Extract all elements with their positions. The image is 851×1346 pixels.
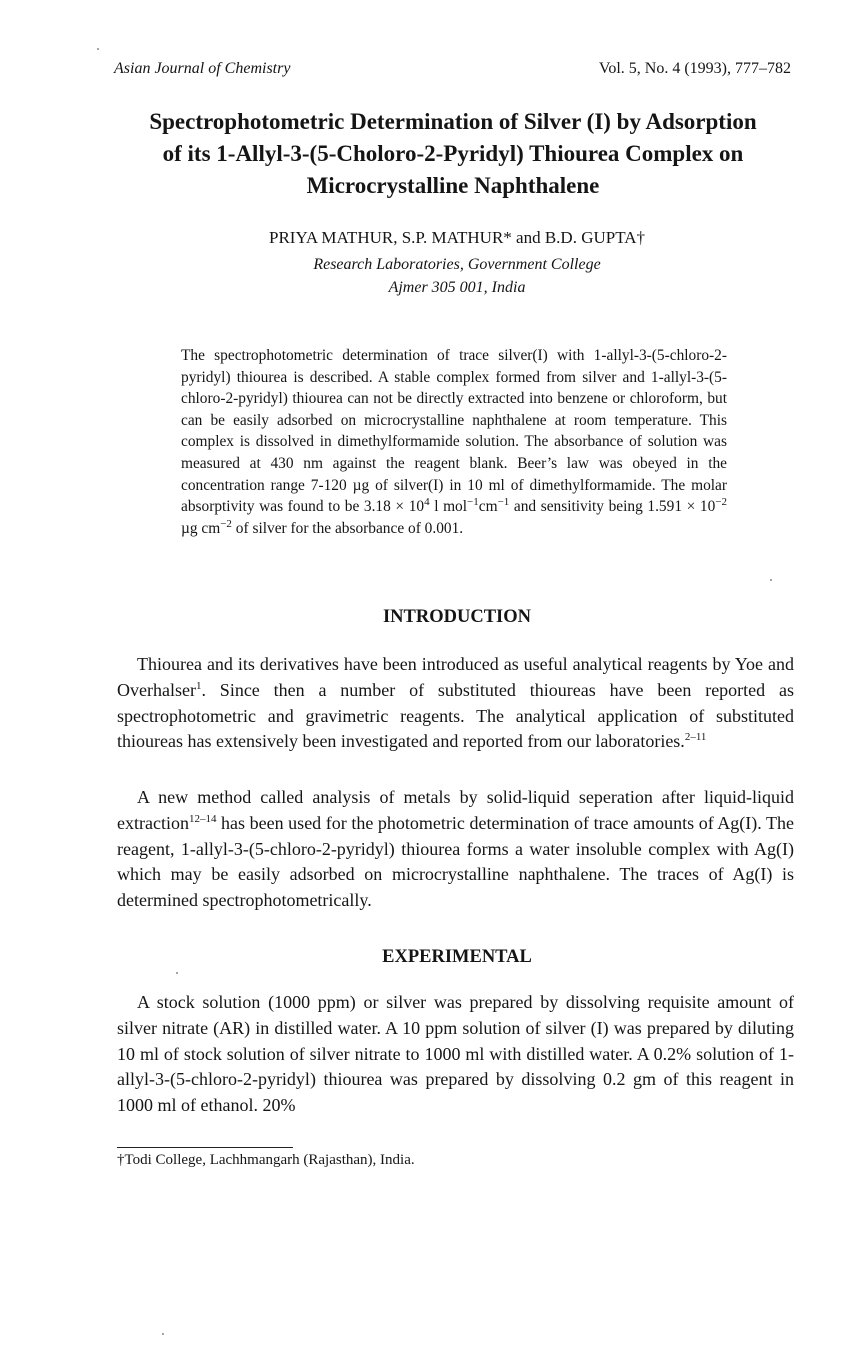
abstract-text: The spectrophotometric determination of trace silver(I) with 1-allyl-3-(5-chloro-2-pyridyl) thiourea is described. A stable complex formed from silver and 1-allyl-3-(5-chloro-2-pyridyl) thiourea can not be directly extracted into benzene or chloroform, but can be easily adsorbed on microcrystalline naphthalene at room temperature. This complex is dissolved in dimethylformamide solution. The absorbance of solution was measured at 430 nm against the reagent blank. Beer’s law was obeyed in the concentration range 7-120 µg of silver(I) in 10 ml of dimethylformamide. The molar absorptivity was found to be 3.18 × 10 <box>181 347 727 516</box>
abstract-text: of silver for the absorbance of 0.001. <box>231 519 464 537</box>
paragraph-text: has been used for the photometric determination of trace amounts of Ag(I). The reagent, 1-allyl-3-(5-chloro-2-pyridyl) thiourea forms a water insoluble complex with Ag(I) which may be easily adsorbed on microcrystalline naphthalene. The traces of Ag(I) is determined spectrophotometrically. <box>117 812 794 911</box>
title-line: Spectrophotometric Determination of Silver (I) by Adsorption <box>149 109 757 134</box>
experimental-paragraph: A stock solution (1000 ppm) or silver was prepared by dissolving requisite amount of silver nitrate (AR) in distilled water. A 10 ppm solution of silver (I) was prepared by diluting 10 ml of stock solution of silver nitrate to 1000 ml with distilled water. A 0.2% solution of 1-allyl-3-(5-chloro-2-pyridyl) thiourea was prepared by dissolving 0.2 gm of this reagent in 1000 ml of ethanol. 20% <box>117 992 794 1116</box>
superscript: −2 <box>220 517 232 530</box>
citation-superscript: 12–14 <box>188 812 217 825</box>
superscript: −1 <box>497 496 510 509</box>
introduction-paragraph <box>117 785 794 914</box>
section-heading-experimental: EXPERIMENTAL <box>382 947 532 967</box>
article-title <box>100 106 806 202</box>
affiliation-line: Research Laboratories, Government College <box>313 256 601 273</box>
scan-speck <box>97 48 99 50</box>
superscript: 4 <box>424 496 430 509</box>
superscript: −2 <box>715 496 728 509</box>
volume-info: Vol. 5, No. 4 (1993), 777–782 <box>598 60 791 77</box>
paragraph-text: A new method called analysis of metals by solid-liquid seperation after liquid-liquid extraction <box>117 787 794 833</box>
abstract-text: l mol <box>429 498 468 516</box>
footnote-divider <box>117 1147 293 1148</box>
abstract-text: µg cm <box>181 519 221 537</box>
author-name: B.D. GUPTA† <box>544 228 646 247</box>
abstract-text: and sensitivity being 1.591 × 10 <box>509 498 716 516</box>
affiliation-line: Ajmer 305 001, India <box>388 279 526 296</box>
author-name: S.P. MATHUR* <box>401 228 512 247</box>
scan-speck <box>162 1333 164 1335</box>
title-line: Microcrystalline Naphthalene <box>306 173 600 198</box>
paragraph-text: Thiourea and its derivatives have been introduced as useful analytical reagents by Yoe and Overhalser <box>117 654 794 700</box>
title-line: of its 1-Allyl-3-(5-Choloro-2-Pyridyl) Thiourea Complex on <box>162 141 744 166</box>
introduction-paragraph <box>117 652 794 755</box>
scan-speck <box>176 972 178 974</box>
journal-name: Asian Journal of Chemistry <box>114 60 291 77</box>
citation-superscript: 1 <box>195 679 202 692</box>
abstract <box>181 345 727 539</box>
abstract-text: cm <box>478 498 498 516</box>
author-name: PRIYA MATHUR, <box>268 228 398 247</box>
section-heading-introduction: INTRODUCTION <box>382 607 532 627</box>
footnote: †Todi College, Lachhmangarh (Rajasthan), India. <box>117 1152 415 1168</box>
paragraph-text: . Since then a number of substituted thioureas have been reported as spectrophotometric and gravimetric reagents. The analytical application of substituted thioureas has extensively been investigated and reported from our laboratories. <box>117 679 794 752</box>
citation-superscript: 2–11 <box>684 731 707 744</box>
author-list <box>100 228 814 248</box>
author-conjunction: and <box>516 228 541 247</box>
superscript: −1 <box>467 496 479 509</box>
scan-speck <box>770 579 772 581</box>
